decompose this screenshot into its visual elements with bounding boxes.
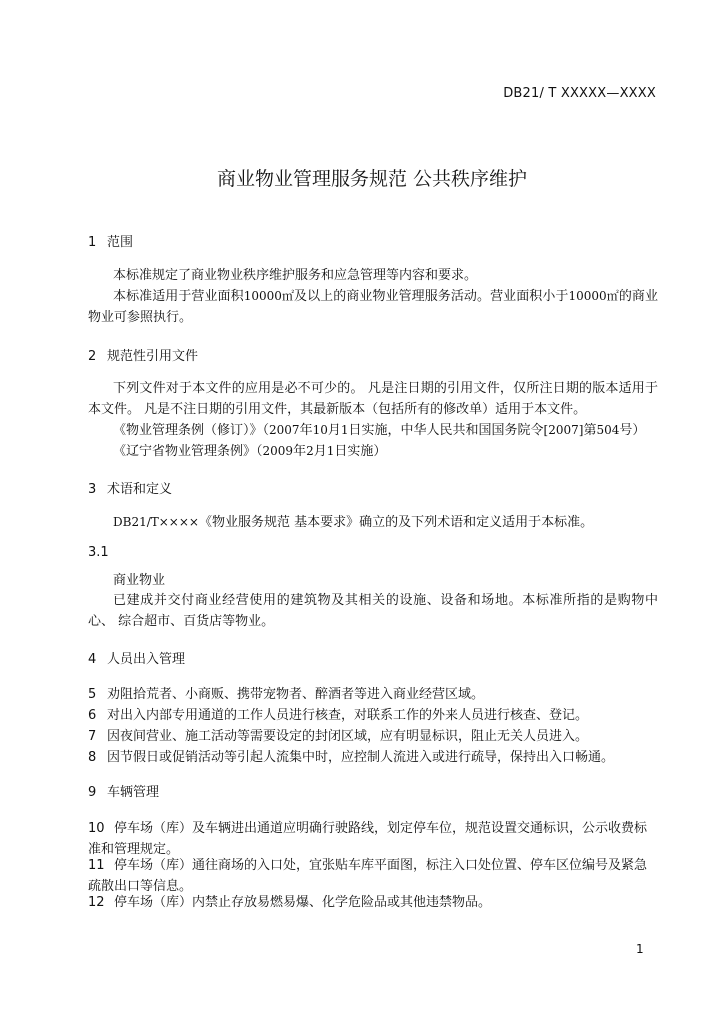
- section-1-heading: [88, 231, 133, 250]
- section-number: 1: [88, 235, 97, 250]
- section-number: 3: [88, 482, 97, 497]
- section-2-paragraph-1: 下列文件对于本文件的应用是必不可少的。 凡是注日期的引用文件，仅所注日期的版本适用于本文件。 凡是不注日期的引用文件，其最新版本（包括所有的修改单）适用于本文件。: [88, 381, 658, 417]
- term-name: 商业物业: [113, 573, 166, 588]
- section-1-paragraph-1: 本标准规定了商业物业秩序维护服务和应急管理等内容和要求。: [113, 268, 478, 283]
- list-item: 5 劝阻拾荒者、小商贩、携带宠物者、醉酒者等进入商业经营区域。: [88, 687, 485, 702]
- page-number: 1: [636, 942, 644, 956]
- subsection-3-1-number: 3.1: [88, 545, 109, 560]
- list-item: 11 停车场（库）通往商场的入口处，宜张贴车库平面图，标注入口处位置、停车区位编号及紧急疏散出口等信息。: [88, 858, 648, 894]
- section-1-paragraph-2: 本标准适用于营业面积10000㎡及以上的商业物业管理服务活动。营业面积小于10000㎡的商业物业可参照执行。: [88, 289, 658, 325]
- section-9-heading: [88, 781, 159, 800]
- list-item: 10 停车场（库）及车辆进出通道应明确行驶路线，划定停车位，规范设置交通标识，公示收费标准和管理规定。: [88, 821, 648, 857]
- section-2-heading: [88, 345, 198, 364]
- section-title: 术语和定义: [107, 482, 173, 497]
- section-title: 范围: [107, 235, 134, 250]
- reference-item-2: 《辽宁省物业管理条例》（2009年2月1日实施）: [113, 444, 387, 459]
- list-item: 7 因夜间营业、施工活动等需要设定的封闭区域，应有明显标识，阻止无关人员进入。: [88, 729, 589, 744]
- list-item: 6 对出入内部专用通道的工作人员进行核查，对联系工作的外来人员进行核查、登记。: [88, 708, 589, 723]
- document-standard-code: DB21/ T XXXXX—XXXX: [503, 86, 656, 101]
- section-4-heading: [88, 648, 185, 667]
- section-title: 车辆管理: [107, 785, 160, 800]
- section-number: 2: [88, 349, 97, 364]
- section-3-heading: [88, 478, 172, 497]
- section-number: 4: [88, 652, 97, 667]
- document-title: 商业物业管理服务规范 公共秩序维护: [216, 168, 528, 190]
- list-item: 8 因节假日或促销活动等引起人流集中时，应控制人流进入或进行疏导，保持出入口畅通。: [88, 750, 615, 765]
- list-item: 12 停车场（库）内禁止存放易燃易爆、化学危险品或其他违禁物品。: [88, 895, 492, 910]
- section-3-paragraph-1: DB21/T××××《物业服务规范 基本要求》确立的及下列术语和定义适用于本标准。: [113, 515, 594, 530]
- term-definition: 已建成并交付商业经营使用的建筑物及其相关的设施、设备和场地。本标准所指的是购物中心、 综合超市、百货店等物业。: [88, 593, 658, 629]
- section-number: 9: [88, 785, 97, 800]
- reference-item-1: 《物业管理条例（修订）》（2007年10月1日实施，中华人民共和国国务院令[2007]第504号）: [113, 423, 646, 438]
- section-title: 规范性引用文件: [107, 349, 199, 364]
- section-title: 人员出入管理: [107, 652, 186, 667]
